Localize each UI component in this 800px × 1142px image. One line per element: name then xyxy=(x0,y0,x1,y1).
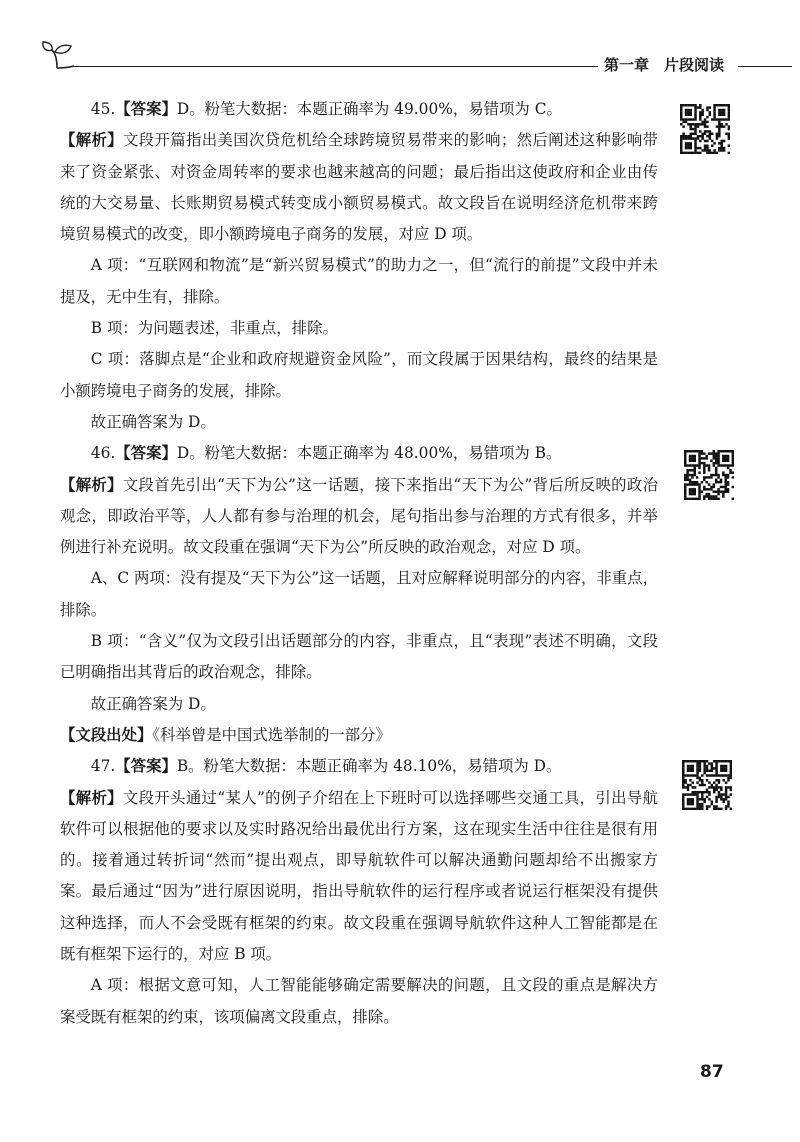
qr-pattern xyxy=(684,450,734,500)
conclusion-46: 故正确答案为 D。 xyxy=(90,694,216,713)
header-rule-tail xyxy=(738,66,792,67)
analysis-47: 【解析】文段开头通过“某人”的例子介绍在上下班时可以选择哪些交通工具，引出导航软件可以根据他的要求以及实时路况给出最优出行方案，这在现实生活中往往是很有用的。接着通过转折词“然而”提出观点，即导航软件可以解决通勤问题却给不出搬家方案。最后通过“因为”进行原因说明，指出导航软件的运行程序或者说运行框架没有提供这种选择，而人不会受既有框架的约束。故文段重在强调导航软件这种人工智能都是在既有框架下运行的，对应 B 项。 xyxy=(60,788,658,964)
option-a-45: A 项：“互联网和物流”是“新兴贸易模式”的助力之一，但“流行的前提”文段中并未提及，无中生有，排除。 xyxy=(60,256,658,306)
qr-code-46[interactable] xyxy=(684,450,734,500)
sprout-icon xyxy=(40,40,74,70)
qr-code-47[interactable] xyxy=(682,760,732,810)
answer-47: 47.【答案】B。粉笔大数据：本题正确率为 48.10%，易错项为 D。 xyxy=(90,757,562,776)
conclusion-45: 故正确答案为 D。 xyxy=(90,412,216,431)
qr-pattern xyxy=(680,104,730,154)
option-a-47: A 项：根据文意可知，人工智能能够确定需要解决的问题，且文段的重点是解决方案受既有框架的约束，该项偏离文段重点，排除。 xyxy=(60,976,658,1026)
analysis-46: 【解析】文段首先引出“天下为公”这一话题，接下来指出“天下为公”背后所反映的政治观念，即政治平等，人人都有参与治理的机会，尾句指出参与治理的方式有很多，并举例进行补充说明。故文段重在强调“天下为公”所反映的政治观念，对应 D 项。 xyxy=(60,475,658,557)
source-46: 【文段出处】《科举曾是中国式选举制的一部分》 xyxy=(60,725,391,744)
option-c-45: C 项：落脚点是“企业和政府规避资金风险”，而文段属于因果结构，最终的结果是小额跨境电子商务的发展，排除。 xyxy=(60,350,658,400)
page-number: 87 xyxy=(700,1062,724,1082)
chapter-title: 第一章 片段阅读 xyxy=(598,54,730,75)
page-header xyxy=(0,0,800,80)
option-b-46: B 项：“含义”仅为文段引出话题部分的内容，非重点，且“表现”表述不明确，文段已明确指出其背后的政治观念，排除。 xyxy=(60,632,658,682)
analysis-45: 【解析】文段开篇指出美国次贷危机给全球跨境贸易带来的影响；然后阐述这种影响带来了资金紧张、对资金周转率的要求也越来越高的问题；最后指出这使政府和企业由传统的大交易量、长账期贸易模式转变成小额贸易模式。故文段旨在说明经济危机带来跨境贸易模式的改变，即小额跨境电子商务的发展，对应 D 项。 xyxy=(60,131,658,244)
option-b-45: B 项：为问题表述，非重点，排除。 xyxy=(90,319,338,338)
option-ac-46: A、C 两项：没有提及“天下为公”这一话题，且对应解释说明部分的内容，非重点，排除。 xyxy=(60,569,658,619)
answer-45: 45.【答案】D。粉笔大数据：本题正确率为 49.00%，易错项为 C。 xyxy=(90,100,562,118)
qr-code-45[interactable] xyxy=(680,104,730,154)
answer-46: 46.【答案】D。粉笔大数据：本题正确率为 48.00%，易错项为 B。 xyxy=(90,444,562,463)
page-content xyxy=(60,94,658,1033)
qr-pattern xyxy=(682,760,732,810)
